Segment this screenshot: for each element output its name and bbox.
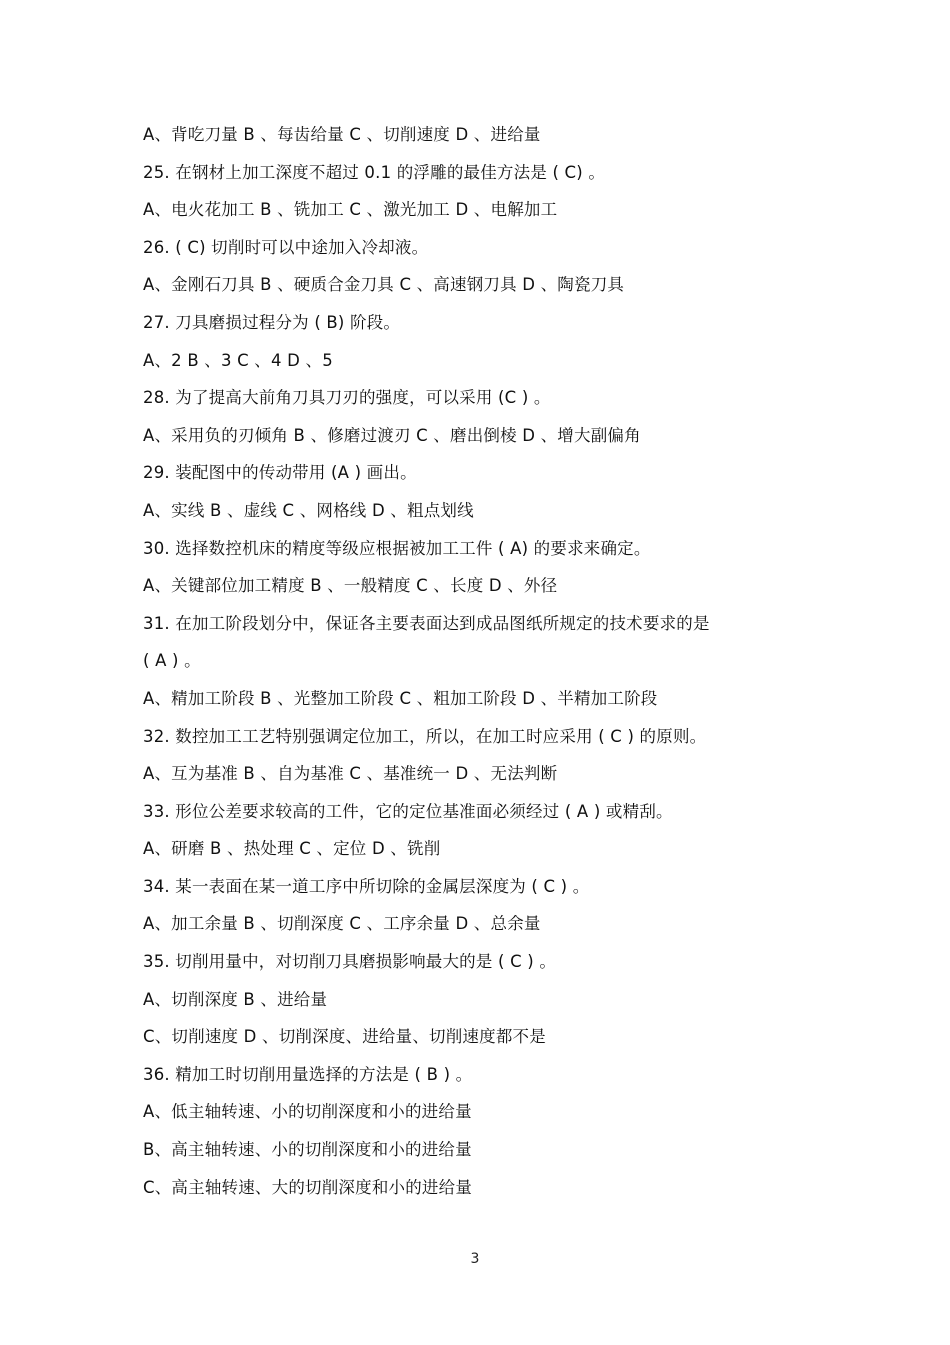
question-31-continued: ( A ) 。 [143, 651, 201, 671]
question-30: 30. 选择数控机床的精度等级应根据被加工工件 ( A) 的要求来确定。 [143, 538, 651, 558]
answer-options-27: A、2 B 、3 C 、4 D 、5 [143, 350, 333, 370]
answer-options-34: A、加工余量 B 、切削深度 C 、工序余量 D 、总余量 [143, 914, 541, 934]
question-35: 35. 切削用量中，对切削刀具磨损影响最大的是 ( C ) 。 [143, 952, 557, 972]
page-number: 3 [470, 1251, 480, 1267]
answer-option-36-c: C、高主轴转速、大的切削深度和小的进给量 [143, 1177, 473, 1197]
question-26: 26. ( C) 切削时可以中途加入冷却液。 [143, 237, 429, 257]
question-28: 28. 为了提高大前角刀具刀刃的强度，可以采用 (C ) 。 [143, 388, 551, 408]
answer-options-31: A、精加工阶段 B 、光整加工阶段 C 、粗加工阶段 D 、半精加工阶段 [143, 688, 658, 708]
question-27: 27. 刀具磨损过程分为 ( B) 阶段。 [143, 312, 401, 332]
answer-options-28: A、采用负的刃倾角 B 、修磨过渡刃 C 、磨出倒棱 D 、增大副偏角 [143, 425, 641, 445]
answer-options-33: A、研磨 B 、热处理 C 、定位 D 、铣削 [143, 839, 441, 859]
answer-options-32: A、互为基准 B 、自为基准 C 、基准统一 D 、无法判断 [143, 764, 558, 784]
answer-options-24: A、背吃刀量 B 、每齿给量 C 、切削速度 D 、进给量 [143, 125, 541, 144]
answer-options-30: A、关键部位加工精度 B 、一般精度 C 、长度 D 、外径 [143, 576, 558, 596]
answer-option-36-a: A、低主轴转速、小的切削深度和小的进给量 [143, 1102, 472, 1122]
answer-options-25: A、电火花加工 B 、铣加工 C 、激光加工 D 、电解加工 [143, 200, 558, 220]
question-list [143, 122, 843, 1212]
question-32: 32. 数控加工工艺特别强调定位加工，所以，在加工时应采用 ( C ) 的原则。 [143, 726, 707, 746]
question-31: 31. 在加工阶段划分中，保证各主要表面达到成品图纸所规定的技术要求的是 [143, 613, 710, 633]
question-25: 25. 在钢材上加工深度不超过 0.1 的浮雕的最佳方法是 ( C) 。 [143, 162, 606, 182]
answer-options-35-a-b: A、切削深度 B 、进给量 [143, 989, 328, 1009]
question-29: 29. 装配图中的传动带用 (A ) 画出。 [143, 463, 417, 483]
question-36: 36. 精加工时切削用量选择的方法是 ( B ) 。 [143, 1064, 473, 1084]
answer-options-26: A、金刚石刀具 B 、硬质合金刀具 C 、高速钢刀具 D 、陶瓷刀具 [143, 275, 625, 295]
answer-options-29: A、实线 B 、虚线 C 、网格线 D 、粗点划线 [143, 500, 474, 520]
question-34: 34. 某一表面在某一道工序中所切除的金属层深度为 ( C ) 。 [143, 876, 590, 896]
answer-options-35-c-d: C、切削速度 D 、切削深度、进给量、切削速度都不是 [143, 1027, 546, 1047]
answer-option-36-b: B、高主轴转速、小的切削深度和小的进给量 [143, 1140, 472, 1160]
question-33: 33. 形位公差要求较高的工件，它的定位基准面必须经过 ( A ) 或精刮。 [143, 801, 673, 821]
